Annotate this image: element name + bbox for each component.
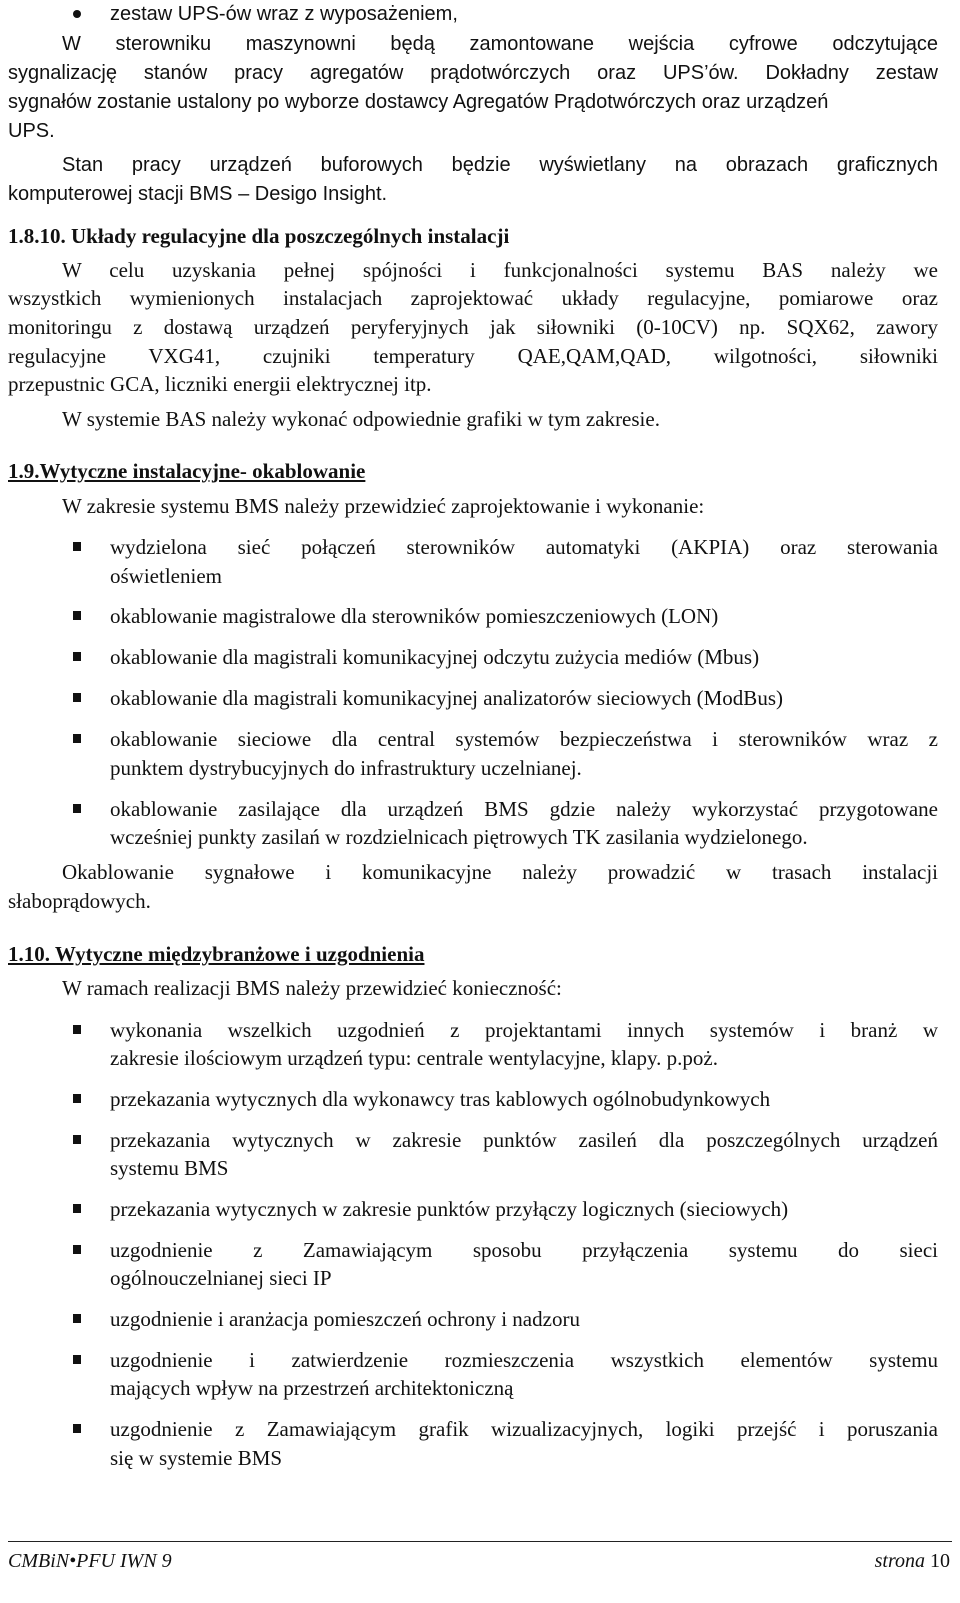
square-bullet-icon: [73, 652, 81, 661]
square-bullet-icon: [73, 1314, 81, 1323]
square-bullet-icon: [73, 1355, 81, 1364]
s19-closing-line-2: słaboprądowych.: [8, 889, 151, 913]
s19-intro: W zakresie systemu BMS należy przewidzieć zaprojektowanie i wykonanie:: [62, 494, 705, 518]
s110-item-7-line-1: uzgodnienie i zatwierdzenie rozmieszczenia wszystkich elementów systemu: [110, 1348, 938, 1372]
footer-divider: [8, 1541, 952, 1542]
square-bullet-icon: [73, 734, 81, 743]
square-bullet-icon: [73, 542, 81, 551]
s110-item-4: przekazania wytycznych w zakresie punktów przyłączy logicznych (sieciowych): [110, 1197, 789, 1221]
section-heading-1-8-10: 1.8.10. Układy regulacyjne dla poszczególnych instalacji: [8, 224, 510, 248]
square-bullet-icon: [73, 611, 81, 620]
s19-item-3: okablowanie dla magistrali komunikacyjnej odczytu zużycia mediów (Mbus): [110, 645, 760, 669]
page-number: 10: [930, 1550, 950, 1572]
page-label: strona: [874, 1550, 925, 1572]
intro-p1-line-4: UPS.: [8, 120, 55, 142]
square-bullet-icon: [73, 1135, 81, 1144]
square-bullet-icon: [73, 1424, 81, 1433]
s19-item-1-line-1: wydzielona sieć połączeń sterowników automatyki (AKPIA) oraz sterowania: [110, 535, 938, 559]
intro-p1-line-1: W sterowniku maszynowni będą zamontowane wejścia cyfrowe odczytujące: [62, 33, 938, 55]
s19-item-6-line-2: wcześniej punkty zasilań w rozdzielnicach piętrowych TK zasilania wydzielonego.: [110, 825, 808, 849]
intro-p1-line-3: sygnałów zostanie ustalony po wyborze dostawcy Agregatów Prądotwórczych oraz urządzeń: [8, 91, 829, 113]
s19-item-2: okablowanie magistralowe dla sterowników pomieszczeniowych (LON): [110, 604, 719, 628]
intro-p2-line-2: komputerowej stacji BMS – Desigo Insight.: [8, 183, 388, 205]
s110-item-6: uzgodnienie i aranżacja pomieszczeń ochrony i nadzoru: [110, 1307, 580, 1331]
s110-item-8-line-2: się w systemie BMS: [110, 1446, 283, 1470]
s110-item-1-line-1: wykonania wszelkich uzgodnień z projektantami innych systemów i branż w: [110, 1018, 938, 1042]
s110-item-7-line-2: mających wpływ na przestrzeń architektoniczną: [110, 1376, 514, 1400]
section-heading-1-10: 1.10. Wytyczne międzybranżowe i uzgodnienia: [8, 942, 425, 966]
s110-item-3-line-2: systemu BMS: [110, 1156, 229, 1180]
square-bullet-icon: [73, 804, 81, 813]
s19-item-4: okablowanie dla magistrali komunikacyjnej analizatorów sieciowych (ModBus): [110, 686, 783, 710]
s1810-p1-line-4: regulacyjne VXG41, czujniki temperatury QAE,QAM,QAD, wilgotności, siłowniki: [8, 344, 938, 368]
s19-item-5-line-2: punktem dystrybucyjnych do infrastruktury uczelnianej.: [110, 756, 582, 780]
s110-item-1-line-2: zakresie ilościowym urządzeń typu: centrale wentylacyjne, klapy. p.poż.: [110, 1046, 718, 1070]
s110-item-5-line-2: ogólnouczelnianej sieci IP: [110, 1266, 332, 1290]
s110-item-8-line-1: uzgodnienie z Zamawiającym grafik wizualizacyjnych, logiki przejść i poruszania: [110, 1417, 938, 1441]
square-bullet-icon: [73, 1094, 81, 1103]
footer-document-id: CMBiN•PFU IWN 9: [8, 1550, 172, 1572]
square-bullet-icon: [73, 693, 81, 702]
s110-item-2: przekazania wytycznych dla wykonawcy tras kablowych ogólnobudynkowych: [110, 1087, 771, 1111]
square-bullet-icon: [73, 1025, 81, 1034]
s110-item-5-line-1: uzgodnienie z Zamawiającym sposobu przyłączenia systemu do sieci: [110, 1238, 938, 1262]
s1810-p1-line-1: W celu uzyskania pełnej spójności i funkcjonalności systemu BAS należy we: [62, 258, 938, 282]
section-heading-1-9: 1.9.Wytyczne instalacyjne- okablowanie: [8, 459, 366, 483]
s19-item-5-line-1: okablowanie sieciowe dla central systemów bezpieczeństwa i sterowników wraz z: [110, 727, 938, 751]
s1810-p1-line-3: monitoringu z dostawą urządzeń peryferyjnych jak siłowniki (0-10CV) np. SQX62, zawory: [8, 315, 938, 339]
s19-item-6-line-1: okablowanie zasilające dla urządzeń BMS gdzie należy wykorzystać przygotowane: [110, 797, 938, 821]
s1810-p2: W systemie BAS należy wykonać odpowiednie grafiki w tym zakresie.: [62, 407, 660, 431]
s19-item-1-line-2: oświetleniem: [110, 564, 222, 588]
footer-page-indicator: [875, 1548, 950, 1574]
intro-bullet-item: zestaw UPS-ów wraz z wyposażeniem,: [110, 3, 458, 25]
intro-p1-line-2: sygnalizację stanów pracy agregatów prądotwórczych oraz UPS’ów. Dokładny zestaw: [8, 62, 938, 84]
s110-intro: W ramach realizacji BMS należy przewidzieć konieczność:: [62, 976, 562, 1000]
square-bullet-icon: [73, 1204, 81, 1213]
s1810-p1-line-2: wszystkich wymienionych instalacjach zaprojektować układy regulacyjne, pomiarowe oraz: [8, 286, 938, 310]
bullet-dot-icon: [73, 10, 81, 18]
s19-closing-line-1: Okablowanie sygnałowe i komunikacyjne należy prowadzić w trasach instalacji: [62, 860, 938, 884]
s1810-p1-line-5: przepustnic GCA, liczniki energii elektrycznej itp.: [8, 372, 432, 396]
s110-item-3-line-1: przekazania wytycznych w zakresie punktów zasileń dla poszczególnych urządzeń: [110, 1128, 938, 1152]
square-bullet-icon: [73, 1245, 81, 1254]
intro-p2-line-1: Stan pracy urządzeń buforowych będzie wyświetlany na obrazach graficznych: [62, 154, 938, 176]
